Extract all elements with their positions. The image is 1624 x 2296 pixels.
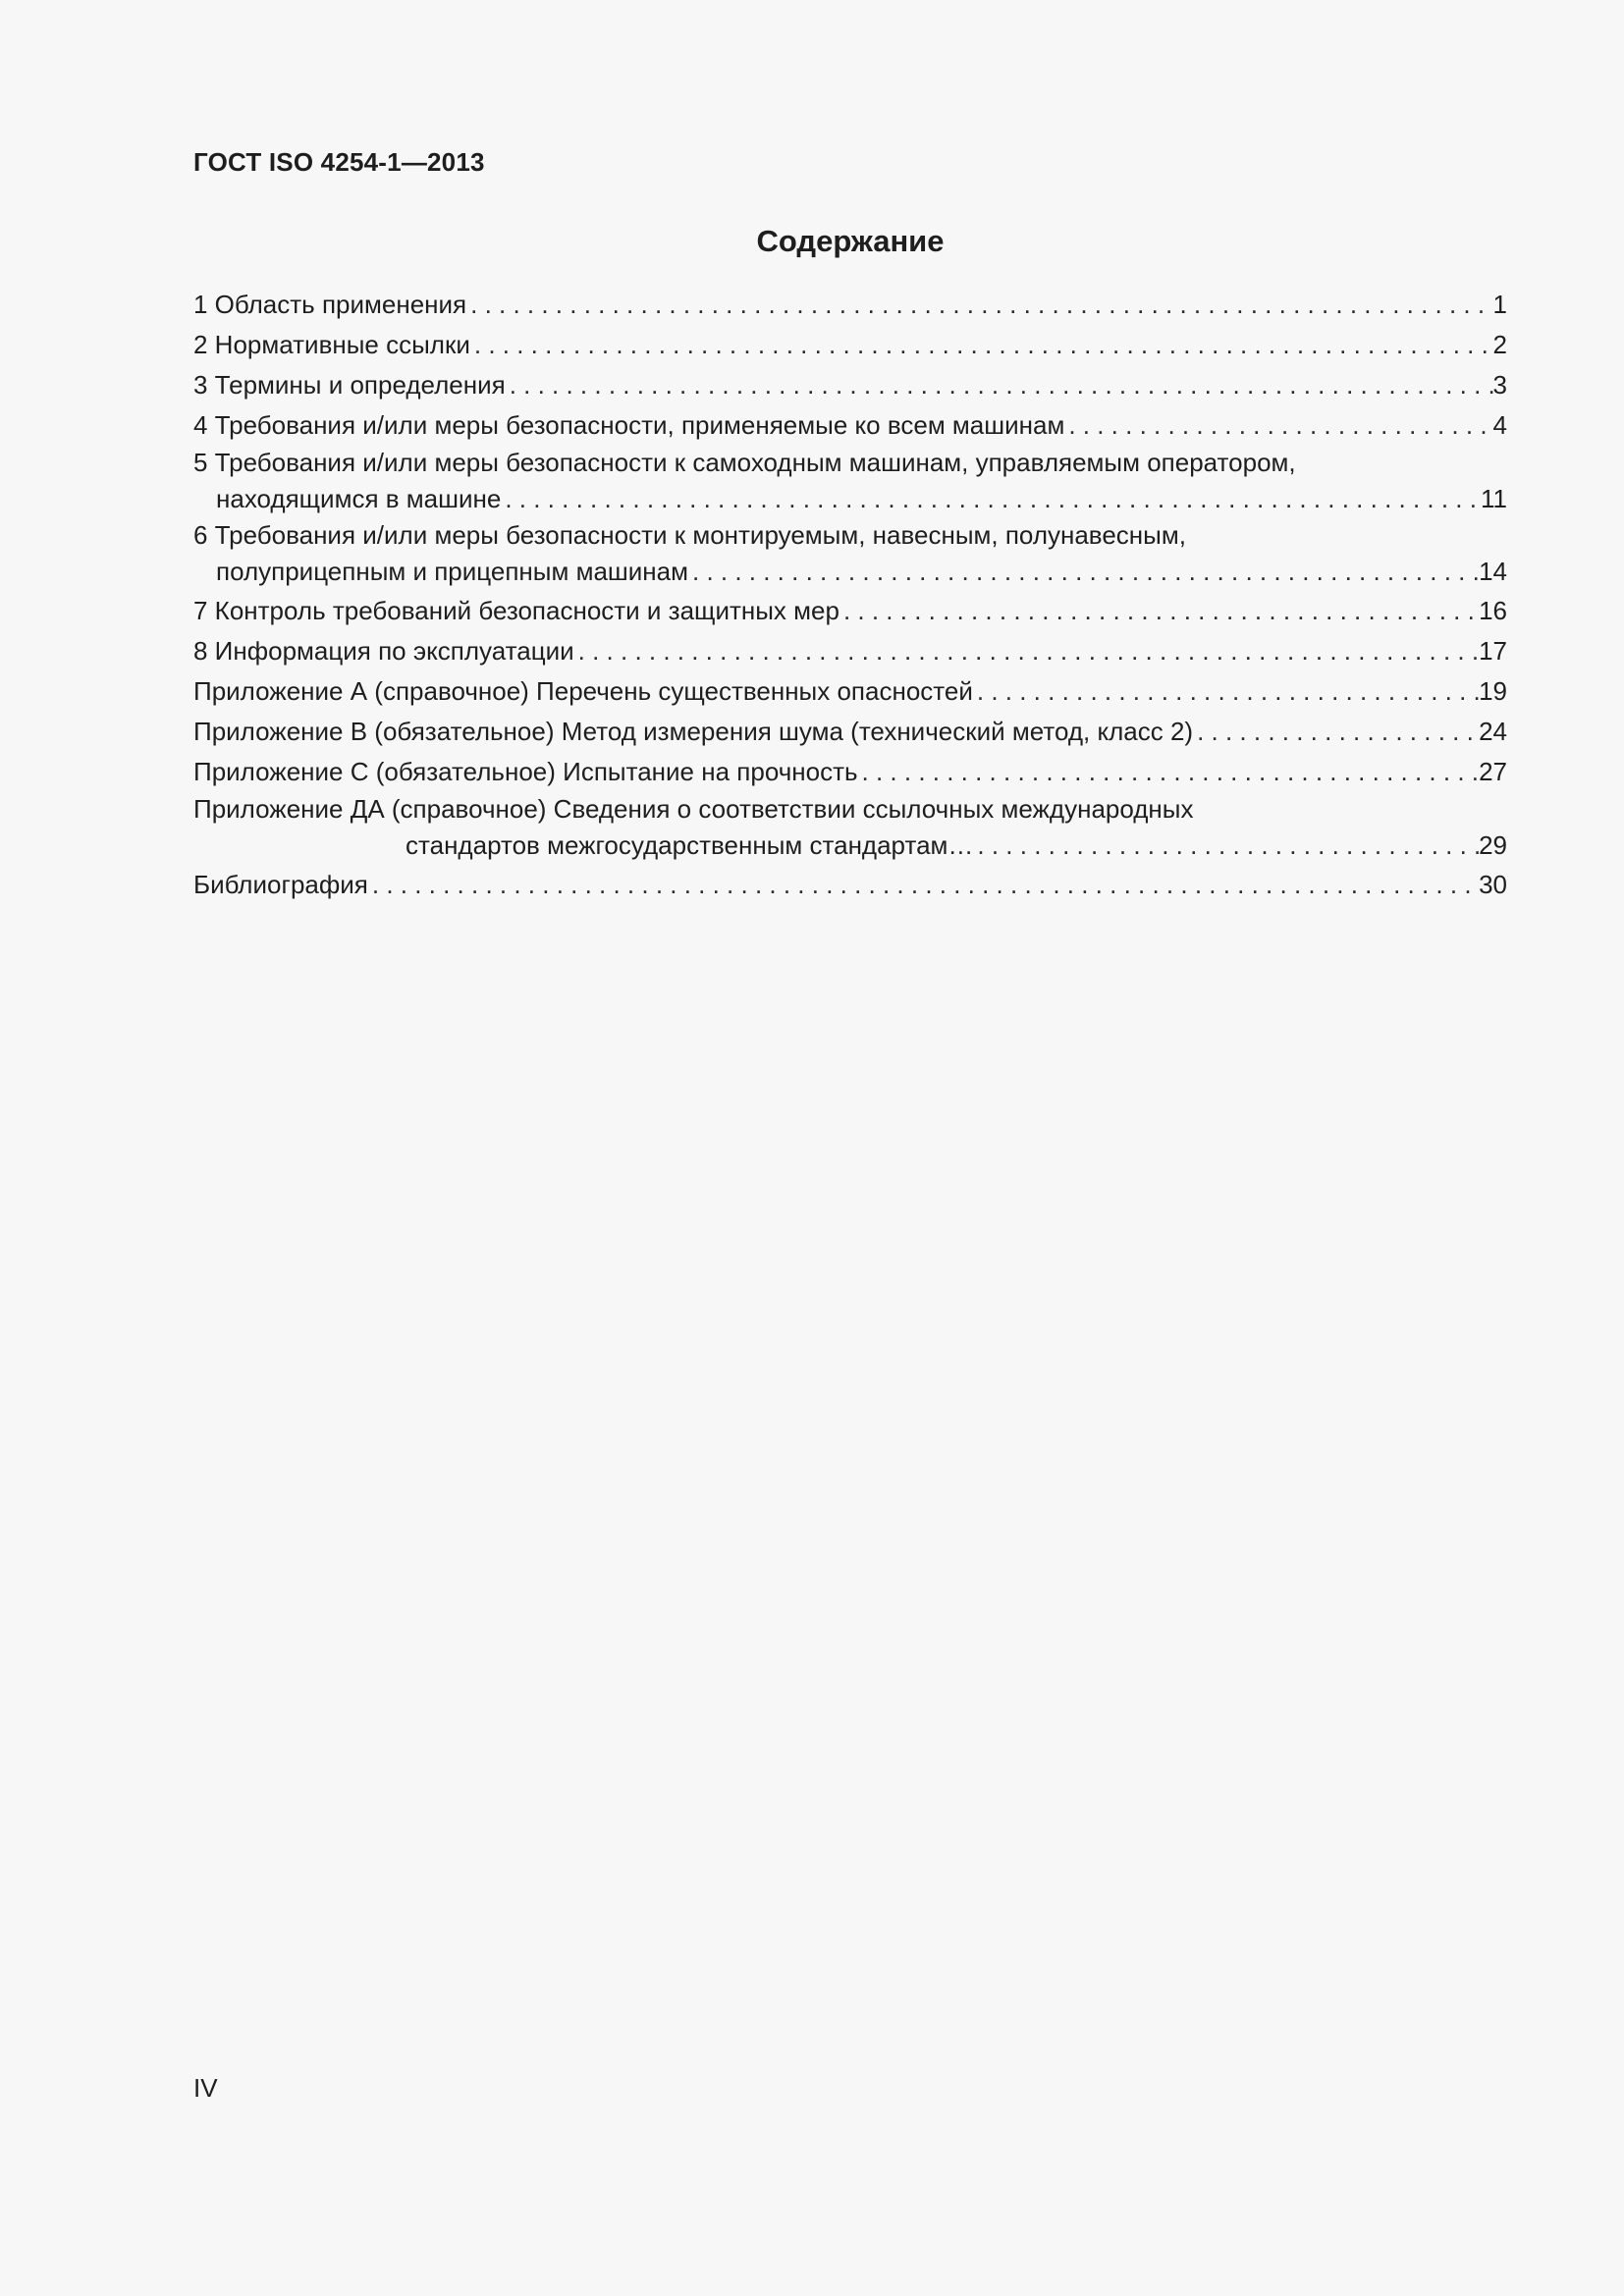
table-of-contents [193, 285, 1507, 905]
leader-dots [973, 671, 1479, 712]
toc-page-number: 3 [1492, 370, 1507, 400]
leader-dots [506, 365, 1493, 405]
toc-entry-text-continued: стандартов межгосударственным стандартам… [406, 830, 974, 860]
leader-dots [470, 325, 1493, 365]
toc-entry[interactable] [193, 365, 1507, 405]
leader-dots [501, 479, 1481, 518]
toc-entry[interactable] [193, 865, 1507, 905]
toc-entry[interactable] [193, 752, 1507, 792]
toc-entry-text: Приложение С (обязательное) Испытание на прочность [193, 757, 858, 786]
toc-entry-text: 8 Информация по эксплуатации [193, 636, 574, 666]
toc-entry[interactable] [193, 325, 1507, 365]
toc-entry[interactable] [193, 712, 1507, 752]
leader-dots [973, 826, 1479, 865]
toc-page-number: 1 [1492, 290, 1507, 319]
toc-page-number: 17 [1479, 636, 1507, 666]
leader-dots [1193, 712, 1479, 752]
toc-page-number: 29 [1479, 830, 1507, 860]
toc-entry[interactable] [193, 631, 1507, 671]
leader-dots [839, 591, 1479, 631]
toc-entry[interactable] [193, 591, 1507, 631]
toc-page-number: 24 [1479, 717, 1507, 746]
toc-page-number: 27 [1479, 757, 1507, 786]
document-header: ГОСТ ISO 4254-1—2013 [193, 147, 485, 177]
toc-entry-text: 7 Контроль требований безопасности и защитных мер [193, 596, 839, 625]
toc-page-number: 4 [1492, 410, 1507, 440]
toc-page-number: 14 [1479, 557, 1507, 586]
leader-dots [574, 631, 1479, 671]
leader-dots [858, 752, 1480, 792]
toc-page-number: 19 [1479, 676, 1507, 706]
toc-entry[interactable] [193, 405, 1507, 446]
toc-entry-text: 2 Нормативные ссылки [193, 330, 470, 359]
toc-entry-text: 5 Требования и/или меры безопасности к самоходным машинам, управляемым оператором, [193, 448, 1296, 477]
toc-entry-text-continued: находящимся в машине [216, 484, 502, 513]
toc-entry-text: 4 Требования и/или меры безопасности, применяемые ко всем машинам [193, 410, 1065, 440]
toc-entry-text: Приложение А (справочное) Перечень существенных опасностей [193, 676, 973, 706]
toc-entry[interactable] [193, 671, 1507, 712]
toc-entry[interactable] [193, 518, 1507, 591]
toc-page-number: 2 [1492, 330, 1507, 359]
toc-entry-text-continued: полуприцепным и прицепным машинам [216, 557, 688, 586]
toc-page-number: 11 [1481, 484, 1507, 513]
toc-entry-text: 3 Термины и определения [193, 370, 506, 400]
toc-title: Содержание [756, 224, 945, 258]
toc-entry-text: Приложение В (обязательное) Метод измерения шума (технический метод, класс 2) [193, 717, 1194, 746]
toc-entry[interactable] [193, 285, 1507, 325]
toc-page-number: 30 [1479, 870, 1507, 899]
page-number: IV [193, 2073, 218, 2103]
leader-dots [688, 552, 1479, 591]
toc-entry-text: Библиография [193, 870, 368, 899]
toc-entry-text: 6 Требования и/или меры безопасности к монтируемым, навесным, полунавесным, [193, 520, 1186, 550]
toc-entry[interactable] [193, 792, 1507, 865]
toc-page-number: 16 [1479, 596, 1507, 625]
leader-dots [368, 865, 1479, 905]
toc-entry-text: Приложение ДА (справочное) Сведения о соответствии ссылочных международных [193, 794, 1194, 824]
leader-dots [466, 285, 1492, 325]
toc-entry-text: 1 Область применения [193, 290, 467, 319]
leader-dots [1064, 405, 1492, 446]
toc-entry[interactable] [193, 446, 1507, 518]
